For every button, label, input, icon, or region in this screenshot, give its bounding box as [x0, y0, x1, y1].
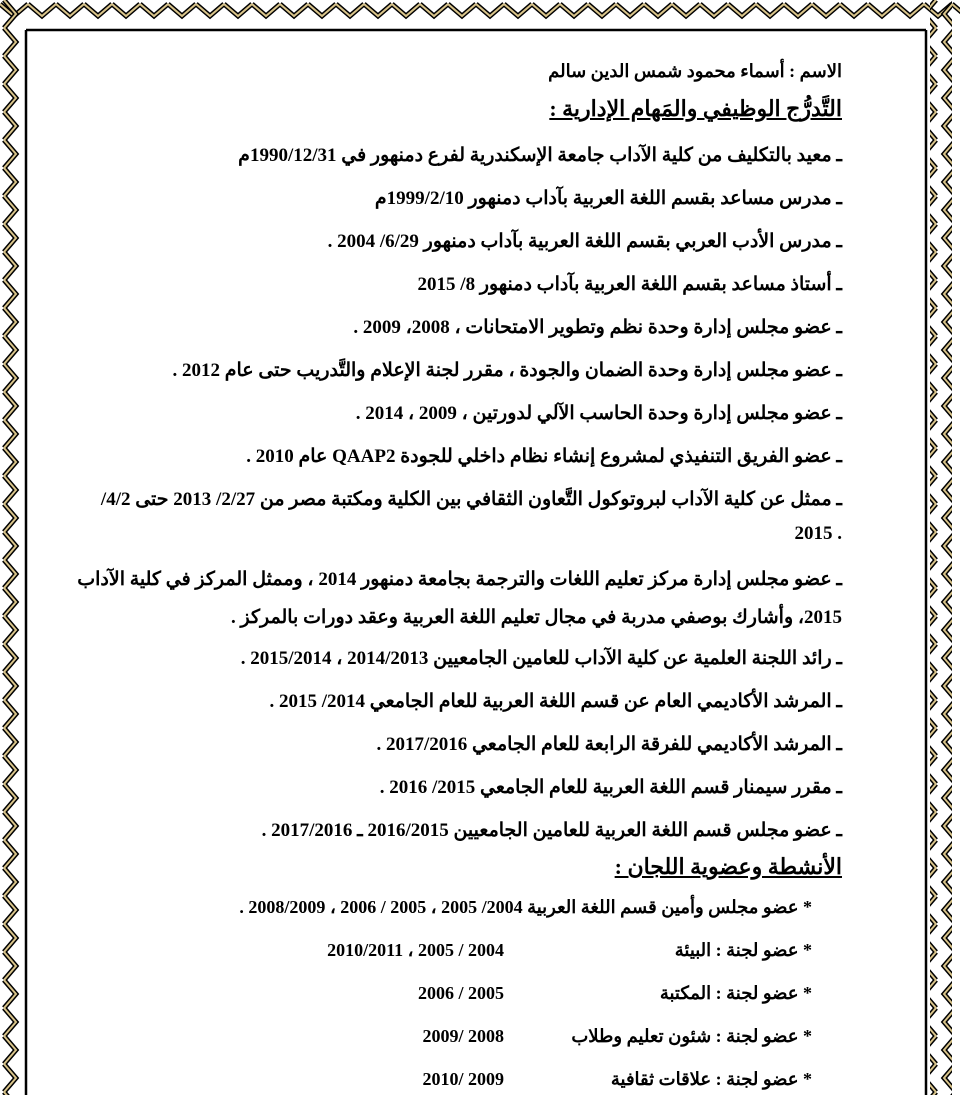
activities-heading: الأنشطة وعضوية اللجان : [614, 854, 842, 879]
committee-label: * عضو لجنة : البيئة [674, 940, 812, 960]
name-line: الاسم : أسماء محمود شمس الدين سالم [548, 61, 842, 81]
activity-item: * عضو مجلس وأمين قسم اللغة العربية 2004/ 2005 ، 2005 / 2006 ، 2008/2009 . [239, 897, 812, 917]
career-item: ـ عضو مجلس إدارة وحدة الحاسب الآلي لدورتين ، 2009 ، 2014 . [355, 403, 842, 424]
career-item: ـ عضو مجلس إدارة وحدة نظم وتطوير الامتحانات ، 2008، 2009 . [353, 317, 842, 338]
career-item: ـ عضو مجلس قسم اللغة العربية للعامين الجامعيين 2016/2015 ـ 2017/2016 . [261, 820, 842, 841]
committee-label: * عضو لجنة : المكتبة [659, 983, 812, 1003]
committee-label: * عضو لجنة : شئون تعليم وطلاب [571, 1026, 812, 1046]
cv-page [30, 36, 924, 1095]
committee-label: * عضو لجنة : علاقات ثقافية [610, 1069, 812, 1089]
committee-years: 2009 /2010 [422, 1069, 504, 1089]
career-item: ـ المرشد الأكاديمي العام عن قسم اللغة العربية للعام الجامعي 2014/ 2015 . [269, 691, 842, 712]
career-item: ـ أستاذ مساعد بقسم اللغة العربية بآداب دمنهور 8/ 2015 [417, 274, 842, 295]
career-heading: التَّدرُّج الوظيفي والمَهام الإدارية : [549, 96, 842, 121]
career-item: ـ رائد اللجنة العلمية عن كلية الآداب للعامين الجامعيين 2014/2013 ، 2015/2014 . [240, 648, 842, 669]
career-item: ـ عضو مجلس إدارة وحدة الضمان والجودة ، مقرر لجنة الإعلام والتَّدريب حتى عام 2012 . [172, 360, 842, 381]
committee-years: 2008 /2009 [422, 1026, 504, 1046]
career-item-continuation: 2015، وأشارك بوصفي مدربة في مجال تعليم اللغة العربية وعقد دورات بالمركز . [230, 607, 842, 628]
career-item: ـ عضو مجلس إدارة مركز تعليم اللغات والترجمة بجامعة دمنهور 2014 ، وممثل المركز في كلية الآداب [77, 569, 842, 590]
career-item: ـ مقرر سيمنار قسم اللغة العربية للعام الجامعي 2015/ 2016 . [379, 777, 842, 798]
career-item: ـ مدرس الأدب العربي بقسم اللغة العربية بآداب دمنهور 6/29/ 2004 . [327, 231, 842, 252]
career-item-continuation: . 2015 [794, 523, 842, 544]
committee-years: 2004 / 2005 ، 2010/2011 [327, 940, 504, 960]
career-item: ـ مدرس مساعد بقسم اللغة العربية بآداب دمنهور 1999/2/10م [374, 188, 842, 209]
committee-years: 2005 / 2006 [417, 983, 504, 1003]
career-item: ـ معيد بالتكليف من كلية الآداب جامعة الإسكندرية لفرع دمنهور في 1990/12/31م [238, 145, 842, 166]
career-item: ـ ممثل عن كلية الآداب لبروتوكول التَّعاون الثقافي بين الكلية ومكتبة مصر من 2/27/ 2013 حتى 4/2/ [100, 489, 842, 510]
career-item: ـ عضو الفريق التنفيذي لمشروع إنشاء نظام داخلي للجودة QAAP2 عام 2010 . [246, 446, 842, 467]
career-item: ـ المرشد الأكاديمي للفرقة الرابعة للعام الجامعي 2017/2016 . [376, 734, 842, 755]
